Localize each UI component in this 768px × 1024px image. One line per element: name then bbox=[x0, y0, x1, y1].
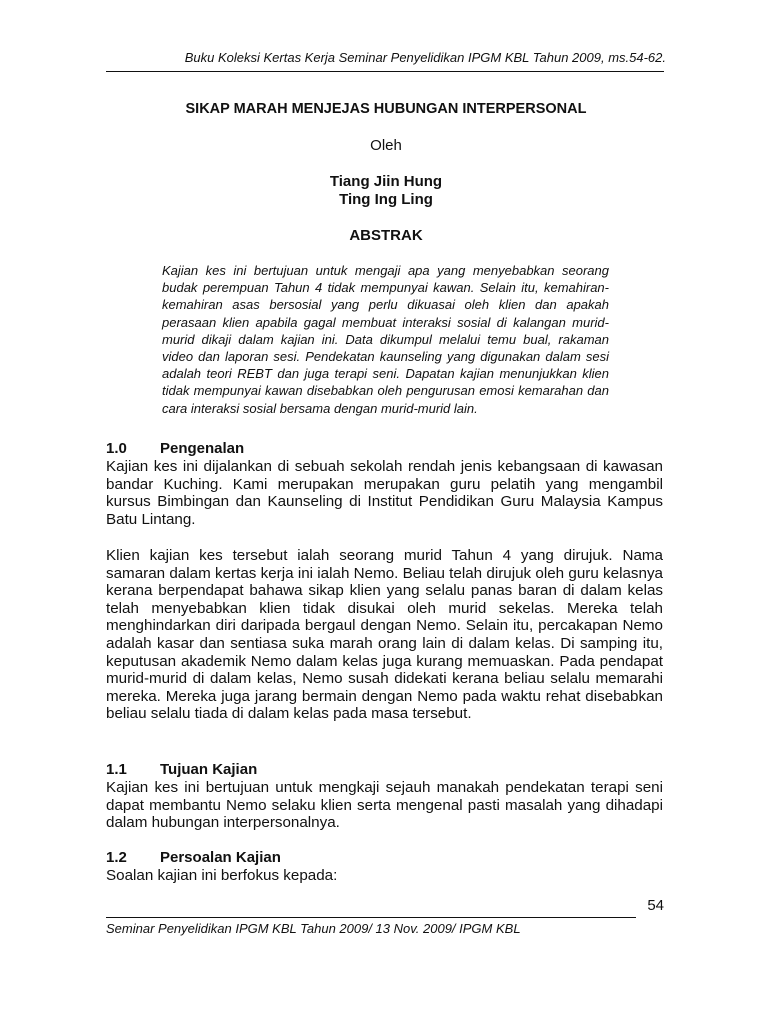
section-title: Tujuan Kajian bbox=[160, 761, 258, 778]
section-number: 1.2 bbox=[106, 849, 127, 866]
byline: Oleh bbox=[370, 137, 402, 154]
section-number: 1.0 bbox=[106, 440, 127, 457]
author-name: Ting Ing Ling bbox=[339, 191, 433, 208]
section-title: Pengenalan bbox=[160, 440, 245, 457]
section-title: Persoalan Kajian bbox=[160, 849, 281, 866]
paragraph: Kajian kes ini dijalankan di sebuah sekolah rendah jenis kebangsaan di kawasan bandar Kuching. Kami merupakan merupakan guru pelatih yang mengambil kursus Bimbingan dan Kaunseling di Institut Pendidikan Guru Malaysia Kampus Batu Lintang. bbox=[106, 458, 663, 528]
page-number: 54 bbox=[647, 897, 664, 914]
footer-rule bbox=[106, 917, 636, 918]
paragraph: Soalan kajian ini berfokus kepada: bbox=[106, 867, 338, 884]
paragraph: Kajian kes ini bertujuan untuk mengkaji sejauh manakah pendekatan terapi seni dapat membantu Nemo selaku klien serta mengenal pasti masalah yang dihadapi dalam hubungan interpersonalnya. bbox=[106, 779, 663, 832]
running-footer: Seminar Penyelidikan IPGM KBL Tahun 2009/ 13 Nov. 2009/ IPGM KBL bbox=[106, 921, 521, 936]
paper-title: SIKAP MARAH MENJEJAS HUBUNGAN INTERPERSONAL bbox=[185, 101, 587, 117]
abstract-heading: ABSTRAK bbox=[349, 227, 423, 244]
abstract-body: Kajian kes ini bertujuan untuk mengaji apa yang menyebabkan seorang budak perempuan Tahun 4 tidak mempunyai kawan. Selain itu, kemahiran-kemahiran asas bersosial yang perlu dikuasai oleh klien dan apakah perasaan klien apabila gagal membuat interaksi sosial di kalangan murid-murid dikaji dalam kajian ini. Data dikumpul melalui temu bual, rakaman video dan laporan sesi. Pendekatan kaunseling yang digunakan dalam sesi adalah teori REBT dan juga terapi seni. Dapatan kajian menunjukkan klien tidak mempunyai kawan disebabkan oleh pengurusan emosi kemarahan dan cara interaksi sosial bersama dengan murid-murid lain. bbox=[162, 263, 609, 416]
author-name: Tiang Jiin Hung bbox=[329, 173, 443, 190]
section-heading-persoalan-kajian bbox=[106, 849, 666, 867]
running-header: Buku Koleksi Kertas Kerja Seminar Penyelidikan IPGM KBL Tahun 2009, ms.54-62. bbox=[184, 50, 666, 65]
section-heading-tujuan-kajian bbox=[106, 761, 666, 779]
paragraph: Klien kajian kes tersebut ialah seorang murid Tahun 4 yang dirujuk. Nama samaran dalam kertas kerja ini ialah Nemo. Beliau telah dirujuk oleh guru kelasnya kerana berpendapat bahawa sikap klien yang selalu panas baran di dalam kelas telah menyebabkan klien tidak disukai oleh murid sekelas. Mereka telah menghindarkan diri daripada bergaul dengan Nemo. Selain itu, percakapan Nemo adalah kasar dan sentiasa suka marah orang lain di dalam kelas. Di samping itu, keputusan akademik Nemo dalam kelas juga kurang memuaskan. Pada pendapat murid-murid di dalam kelas, Nemo susah didekati kerana beliau selalu memarahi mereka. Mereka juga jarang bermain dengan Nemo pada waktu rehat disebabkan beliau selalu tiada di dalam kelas pada masa tersebut. bbox=[106, 547, 663, 723]
header-rule bbox=[106, 71, 664, 72]
section-number: 1.1 bbox=[106, 761, 127, 778]
section-heading-pengenalan bbox=[106, 440, 666, 458]
